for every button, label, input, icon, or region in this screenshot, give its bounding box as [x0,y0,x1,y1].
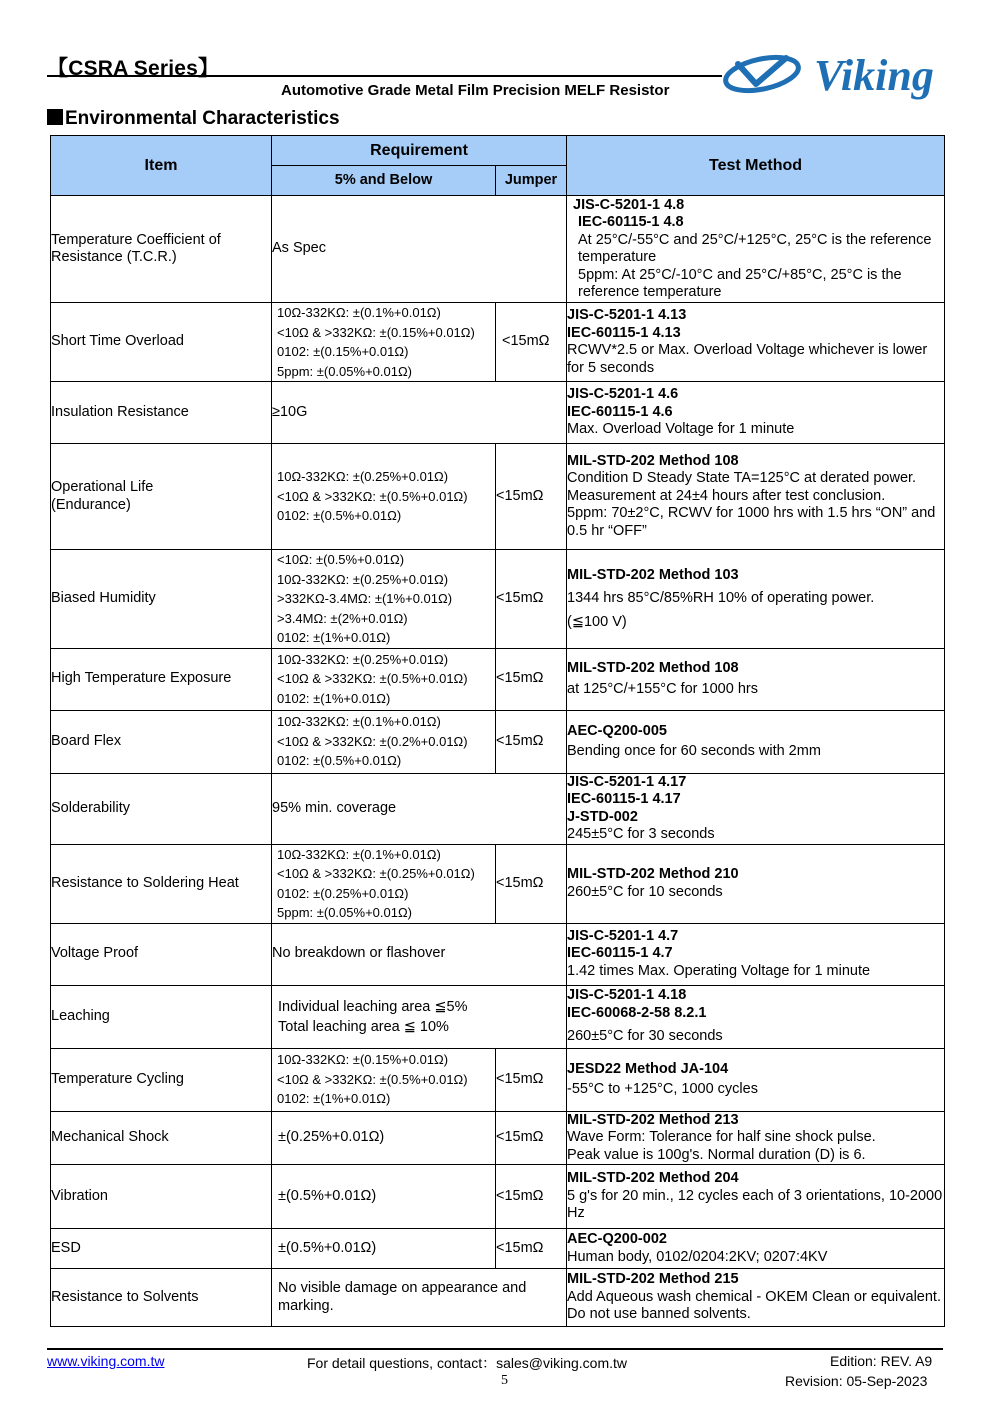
item-cell: Resistance to Solvents [51,1269,272,1327]
table-row [51,196,945,303]
method-standard: IEC-60115-1 4.17 [567,791,681,807]
requirement-line: 0102: ±(1%+0.01Ω) [277,630,391,645]
jumper-cell: <15mΩ [496,550,567,649]
table-row [51,1048,945,1111]
requirement-line: 0102: ±(0.15%+0.01Ω) [277,344,409,359]
jumper-cell: <15mΩ [496,444,567,550]
jumper-cell: <15mΩ [496,303,567,382]
test-method-cell [567,710,945,773]
requirement-line: 5ppm: ±(0.05%+0.01Ω) [277,905,413,920]
requirement-line: >332KΩ-3.4MΩ: ±(1%+0.01Ω) [277,591,453,606]
table-row [51,773,945,844]
environmental-characteristics-table [50,135,945,1327]
method-text: 5ppm: At 25°C/-10°C and 25°C/+85°C, 25°C is the reference temperature [578,266,902,300]
requirement-line: <10Ω & >332KΩ: ±(0.5%+0.01Ω) [277,488,468,504]
test-method-cell [567,1048,945,1111]
item-cell: High Temperature Exposure [51,648,272,710]
method-standard: MIL-STD-202 Method 103 [567,566,739,583]
square-bullet-icon [47,109,63,125]
section-title-text: Environmental Characteristics [65,108,340,129]
website-link[interactable]: www.viking.com.tw [47,1353,165,1369]
method-text: At 25°C/-55°C and 25°C/+125°C, 25°C is the reference temperature [578,231,932,265]
requirement-line: 0102: ±(0.25%+0.01Ω) [277,885,409,901]
jumper-cell: <15mΩ [496,844,567,923]
footer-rule [47,1348,943,1350]
requirement-cell [272,550,496,649]
revision-date: Revision: 05-Sep-2023 [785,1373,928,1389]
method-standard: MIL-STD-202 Method 213 [567,1111,739,1128]
table-row [51,710,945,773]
requirement-line: <10Ω: ±(0.5%+0.01Ω) [277,552,405,567]
method-standard: MIL-STD-202 Method 108 [567,452,739,469]
table-row [51,844,945,923]
logo-wordmark: Viking [814,51,934,100]
method-text: 260±5°C for 10 seconds [567,883,723,900]
item-cell: Voltage Proof [51,923,272,985]
jumper-cell: <15mΩ [496,648,567,710]
requirement-line: 0102: ±(0.5%+0.01Ω) [277,508,402,524]
method-standard: J-STD-002 [567,808,638,825]
method-standard: IEC-60115-1 4.6 [567,403,673,420]
method-standard: MIL-STD-202 Method 108 [567,660,739,676]
jumper-cell: <15mΩ [496,1048,567,1111]
item-cell: Temperature Coefficient of Resistance (T.C.R.) [51,196,272,303]
item-cell [51,444,272,550]
header-rule [47,75,722,77]
jumper-cell: <15mΩ [496,1111,567,1165]
method-text: 1.42 times Max. Operating Voltage for 1 minute [567,962,871,979]
method-standard: IEC-60115-1 4.8 [578,214,684,230]
requirement-line: 10Ω-332KΩ: ±(0.1%+0.01Ω) [277,714,441,730]
requirement-line: 10Ω-332KΩ: ±(0.1%+0.01Ω) [277,846,441,862]
item-cell: Temperature Cycling [51,1048,272,1111]
requirement-line: Individual leaching area ≦5% [278,998,468,1015]
header-test-method: Test Method [567,136,945,196]
method-standard: IEC-60115-1 4.7 [567,945,673,962]
item-cell: ESD [51,1229,272,1269]
requirement-line: 0102: ±(0.5%+0.01Ω) [277,753,402,769]
jumper-cell: <15mΩ [496,1165,567,1229]
method-standard: JESD22 Method JA-104 [567,1060,729,1077]
table-row [51,648,945,710]
header-5pct-and-below: 5% and Below [272,166,496,196]
test-method-cell [567,444,945,550]
method-standard: JIS-C-5201-1 4.13 [567,307,687,323]
requirement-cell [272,648,496,710]
table-row [51,444,945,550]
requirement-line: 0102: ±(1%+0.01Ω) [277,1091,391,1107]
method-standard: JIS-C-5201-1 4.18 [567,987,687,1004]
method-text: 260±5°C for 30 seconds [567,1028,723,1045]
requirement-line: 0102: ±(1%+0.01Ω) [277,690,391,706]
method-text: at 125°C/+155°C for 1000 hrs [567,680,758,697]
requirement-cell [272,985,567,1048]
requirement-line: <10Ω & >332KΩ: ±(0.2%+0.01Ω) [277,733,468,749]
requirement-cell [272,303,496,382]
requirement-cell [272,710,496,773]
table-row [51,1269,945,1327]
method-text: 245±5°C for 3 seconds [567,826,715,842]
page-number: 5 [501,1373,508,1388]
document-subtitle: Automotive Grade Metal Film Precision MELF Resistor [281,82,670,99]
requirement-cell: As Spec [272,196,567,303]
method-text: Human body, 0102/0204:2KV; 0207:4KV [567,1248,828,1265]
method-standard: MIL-STD-202 Method 204 [567,1170,739,1187]
header-jumper: Jumper [496,166,567,196]
method-standard: IEC-60115-1 4.13 [567,324,681,341]
test-method-cell [567,1269,945,1327]
requirement-cell: 95% min. coverage [272,773,567,844]
method-standard: MIL-STD-202 Method 215 [567,1271,739,1288]
requirement-cell: ±(0.5%+0.01Ω) [272,1229,496,1269]
header-item: Item [51,136,272,196]
requirement-line: <10Ω & >332KΩ: ±(0.5%+0.01Ω) [277,1071,468,1087]
item-cell: Solderability [51,773,272,844]
method-text: Wave Form: Tolerance for half sine shock pulse. [567,1129,876,1145]
item-cell: Biased Humidity [51,550,272,649]
requirement-line: >3.4MΩ: ±(2%+0.01Ω) [277,610,408,626]
table-row [51,550,945,649]
item-cell: Vibration [51,1165,272,1229]
item-cell: Insulation Resistance [51,382,272,444]
item-cell: Board Flex [51,710,272,773]
item-cell: Leaching [51,985,272,1048]
test-method-cell [567,196,945,303]
requirement-cell: No breakdown or flashover [272,923,567,985]
test-method-cell [567,648,945,710]
method-text: 5ppm: 70±2°C, RCWV for 1000 hrs with 1.5 hrs “ON” and 0.5 hr “OFF” [567,505,936,539]
method-standard: AEC-Q200-005 [567,722,667,739]
method-standard: JIS-C-5201-1 4.17 [567,773,687,790]
requirement-cell: No visible damage on appearance and marking. [272,1269,567,1327]
section-title [47,108,340,130]
table-row [51,1165,945,1229]
requirement-cell [272,1048,496,1111]
item-line: Operational Life [51,479,154,495]
series-title: 【CSRA Series】 [47,57,220,80]
requirement-line: 10Ω-332KΩ: ±(0.25%+0.01Ω) [277,571,449,587]
requirement-line: <10Ω & >332KΩ: ±(0.5%+0.01Ω) [277,671,468,687]
requirement-cell: ≥10G [272,382,567,444]
requirement-cell [272,844,496,923]
test-method-cell [567,773,945,844]
method-text: Bending once for 60 seconds with 2mm [567,743,821,759]
method-text: 5 g's for 20 min., 12 cycles each of 3 orientations, 10-2000 Hz [567,1187,943,1222]
method-text: 1344 hrs 85°C/85%RH 10% of operating power. [567,590,875,606]
test-method-cell [567,550,945,649]
test-method-cell [567,923,945,985]
test-method-cell [567,303,945,382]
item-cell: Short Time Overload [51,303,272,382]
item-cell: Mechanical Shock [51,1111,272,1165]
test-method-cell [567,382,945,444]
table-row [51,303,945,382]
method-standard: MIL-STD-202 Method 210 [567,866,739,882]
table-row [51,1229,945,1269]
contact-text: For detail questions, contact：sales@viking.com.tw [307,1355,628,1371]
method-text: Measurement at 24±4 hours after test conclusion. [567,487,886,504]
table-row [51,923,945,985]
method-standard: JIS-C-5201-1 4.6 [567,386,679,403]
method-text: Condition D Steady State TA=125°C at derated power. [567,470,917,487]
jumper-cell: <15mΩ [496,710,567,773]
requirement-line: 10Ω-332KΩ: ±(0.25%+0.01Ω) [277,469,449,485]
jumper-cell: <15mΩ [496,1229,567,1269]
method-standard: AEC-Q200-002 [567,1231,667,1247]
method-text: RCWV*2.5 or Max. Overload Voltage whichever is lower for 5 seconds [567,342,928,376]
test-method-cell [567,844,945,923]
table-row [51,985,945,1048]
requirement-line: Total leaching area ≦ 10% [278,1018,449,1035]
test-method-cell [567,1111,945,1165]
requirement-line: 10Ω-332KΩ: ±(0.1%+0.01Ω) [277,305,441,320]
method-standard: IEC-60068-2-58 8.2.1 [567,1004,707,1021]
item-line: (Endurance) [51,496,131,513]
test-method-cell [567,1165,945,1229]
requirement-cell: ±(0.5%+0.01Ω) [272,1165,496,1229]
requirement-line: <10Ω & >332KΩ: ±(0.25%+0.01Ω) [277,866,475,881]
method-text: Add Aqueous wash chemical - OKEM Clean or equivalent. Do not use banned solvents. [567,1288,941,1323]
requirement-line: 5ppm: ±(0.05%+0.01Ω) [277,363,413,379]
requirement-line: 10Ω-332KΩ: ±(0.25%+0.01Ω) [277,651,449,667]
method-standard: JIS-C-5201-1 4.7 [567,927,679,944]
requirement-cell [272,444,496,550]
requirement-cell: ±(0.25%+0.01Ω) [272,1111,496,1165]
header-requirement: Requirement [272,136,567,166]
viking-logo [722,46,954,102]
item-cell: Resistance to Soldering Heat [51,844,272,923]
test-method-cell [567,985,945,1048]
test-method-cell [567,1229,945,1269]
requirement-line: <10Ω & >332KΩ: ±(0.15%+0.01Ω) [277,324,475,340]
method-text: Max. Overload Voltage for 1 minute [567,421,795,438]
requirement-line: 10Ω-332KΩ: ±(0.15%+0.01Ω) [277,1052,449,1068]
method-text: (≦100 V) [567,613,627,630]
table-row [51,1111,945,1165]
method-standard: JIS-C-5201-1 4.8 [573,196,685,213]
method-text: Peak value is 100g's. Normal duration (D) is 6. [567,1146,866,1163]
method-text: -55°C to +125°C, 1000 cycles [567,1081,758,1097]
edition-text: Edition: REV. A9 [830,1353,933,1369]
table-row [51,382,945,444]
